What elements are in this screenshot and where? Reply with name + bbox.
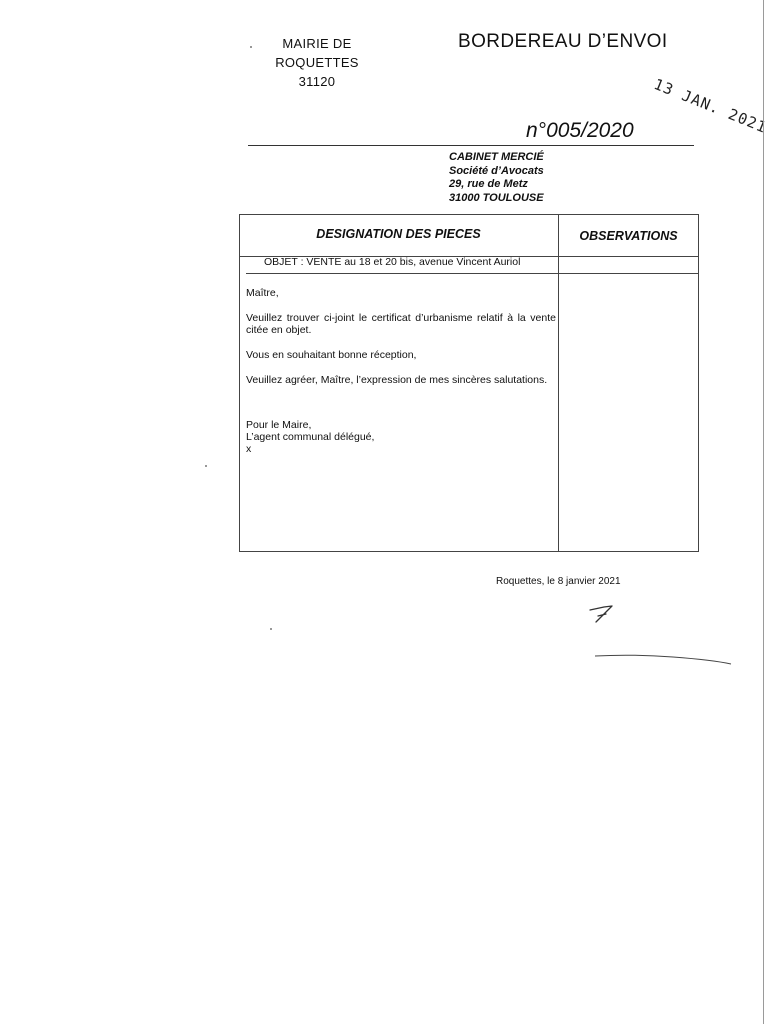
scan-edge (763, 0, 764, 1024)
paragraph-reception: Vous en souhaitant bonne réception, (246, 349, 417, 361)
sender-line-2: ROQUETTES (275, 55, 359, 70)
sender-postcode: 31120 (298, 74, 336, 89)
received-date-stamp: 13 JAN. 2021 (651, 75, 770, 137)
pen-stroke-icon (593, 652, 733, 668)
recipient-line-2: Société d’Avocats (449, 164, 544, 177)
table-subject-divider (246, 273, 699, 274)
sender-line-1: MAIRIE DE (282, 36, 352, 51)
signature-line-3: x (246, 443, 252, 455)
scan-speck (250, 46, 252, 48)
subject-line: OBJET : VENTE au 18 et 20 bis, avenue Vincent Auriol (264, 256, 521, 268)
table-column-divider (558, 214, 559, 552)
header-rule (248, 145, 694, 146)
scan-speck (205, 465, 207, 467)
recipient-line-4: 31000 TOULOUSE (449, 191, 544, 204)
handwritten-signature-icon (586, 598, 626, 624)
recipient-block (449, 151, 544, 205)
salutation: Maître, (246, 287, 279, 299)
letter-body (246, 287, 556, 455)
signature-line-2: L’agent communal délégué, (246, 431, 375, 443)
signature-line-1: Pour le Maire, (246, 419, 312, 431)
paragraph-certificate: Veuillez trouver ci-joint le certificat d’urbanisme relatif à la vente citée en objet. (246, 312, 556, 336)
paragraph-closing: Veuillez agréer, Maître, l’expression de mes sincères salutations. (246, 374, 548, 386)
recipient-line-3: 29, rue de Metz (449, 178, 528, 190)
recipient-line-1: CABINET MERCIÉ (449, 151, 544, 163)
document-number: n°005/2020 (526, 119, 634, 142)
scan-speck (270, 628, 272, 630)
place-and-date: Roquettes, le 8 janvier 2021 (496, 576, 621, 587)
column-header-designation: DESIGNATION DES PIECES (316, 227, 481, 241)
sender-block (262, 34, 372, 91)
column-header-observations: OBSERVATIONS (579, 229, 678, 243)
document-title: BORDEREAU D’ENVOI (458, 31, 668, 52)
